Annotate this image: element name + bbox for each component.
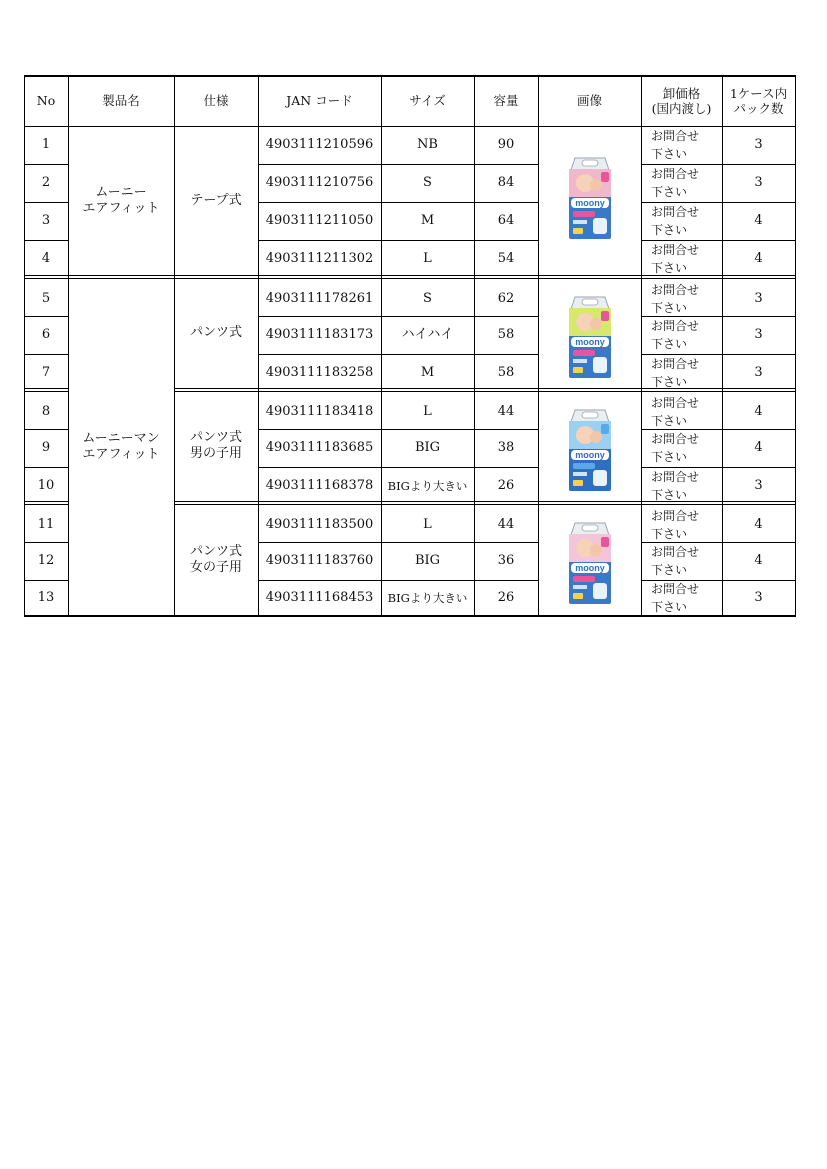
size: S [423, 175, 432, 190]
wholesale-price: お問合せ 下さい [651, 356, 700, 389]
capacity: 58 [497, 327, 515, 342]
jan-code: 4903111211302 [265, 251, 374, 266]
row-no: 2 [41, 175, 51, 190]
pack-count: 4 [754, 403, 763, 419]
jan-code: 4903111168378 [265, 477, 374, 493]
capacity: 38 [497, 440, 515, 455]
capacity: 90 [497, 137, 515, 152]
header-jan: JAN コード [286, 93, 353, 108]
row-no: 6 [41, 327, 51, 342]
size: L [423, 251, 432, 266]
diaper-package-image [565, 521, 615, 609]
jan-code: 4903111183500 [265, 516, 374, 532]
row-no: 3 [41, 213, 51, 228]
pack-count: 4 [754, 553, 763, 568]
pack-count: 3 [754, 477, 763, 493]
size: BIGより大きい [387, 591, 468, 605]
capacity: 58 [497, 364, 515, 380]
svg-text:moony: moony [575, 450, 605, 460]
pack-count: 4 [754, 440, 763, 455]
size: NB [417, 137, 438, 152]
size: S [423, 290, 432, 306]
wholesale-price: お問合せ 下さい [651, 395, 700, 428]
jan-code: 4903111183760 [265, 553, 374, 568]
pack-count: 4 [754, 213, 763, 228]
jan-code: 4903111183258 [265, 364, 374, 380]
spec-pants: パンツ式 [189, 325, 242, 340]
header-product-name: 製品名 [102, 93, 140, 108]
wholesale-price: お問合せ 下さい [651, 319, 700, 351]
svg-text:moony: moony [575, 563, 605, 573]
header-size: サイズ [409, 93, 446, 108]
jan-code: 4903111183173 [265, 327, 374, 342]
diaper-package-image [565, 408, 615, 496]
wholesale-price: お問合せ 下さい [651, 545, 700, 577]
jan-code: 4903111183685 [265, 440, 374, 455]
pack-count: 3 [754, 290, 763, 306]
pack-count: 3 [754, 590, 763, 605]
size: M [420, 213, 435, 228]
capacity: 36 [497, 553, 515, 568]
pack-count: 3 [754, 175, 763, 190]
row-no: 12 [37, 553, 55, 568]
wholesale-price: お問合せ 下さい [651, 243, 700, 275]
size: BIG [414, 440, 441, 455]
capacity: 84 [497, 175, 515, 190]
wholesale-price: お問合せ 下さい [651, 129, 700, 161]
wholesale-price: お問合せ 下さい [651, 469, 700, 502]
product-name-moony: ムーニー エアフィット [82, 184, 160, 216]
product-name-moonyman: ムーニーマン エアフィット [82, 431, 160, 462]
jan-code: 4903111168453 [265, 590, 374, 605]
header-image: 画像 [576, 93, 602, 108]
jan-code: 4903111210596 [265, 137, 374, 152]
size: L [423, 516, 432, 532]
pack-count: 3 [754, 364, 763, 380]
capacity: 44 [497, 403, 515, 419]
header-price: 卸価格 (国内渡し) [651, 85, 712, 116]
wholesale-price: お問合せ 下さい [651, 582, 700, 614]
header-pack: 1ケース内 パック数 [729, 85, 788, 116]
wholesale-price: お問合せ 下さい [651, 508, 700, 541]
wholesale-price: お問合せ 下さい [651, 167, 700, 199]
diaper-package-image [565, 156, 615, 244]
wholesale-price: お問合せ 下さい [651, 432, 700, 464]
row-no: 8 [41, 403, 51, 419]
size: L [423, 403, 432, 419]
wholesale-price: お問合せ 下さい [651, 282, 700, 315]
jan-code: 4903111183418 [265, 403, 374, 419]
svg-text:moony: moony [575, 198, 605, 208]
jan-code: 4903111211050 [265, 213, 374, 228]
row-no: 13 [37, 590, 55, 605]
row-no: 4 [41, 251, 51, 266]
pack-count: 4 [754, 251, 763, 266]
row-no: 10 [37, 477, 55, 493]
row-no: 9 [41, 440, 51, 455]
size: ハイハイ [401, 327, 454, 342]
capacity: 62 [497, 290, 515, 306]
pack-count: 4 [754, 516, 763, 532]
svg-text:moony: moony [575, 337, 605, 347]
header-spec: 仕様 [203, 93, 229, 108]
size: M [420, 364, 435, 380]
product-table [24, 75, 795, 616]
header-no: No [36, 93, 56, 108]
capacity: 26 [497, 477, 515, 493]
row-no: 5 [41, 290, 51, 306]
spec-pants-boys: パンツ式 男の子用 [189, 430, 242, 461]
header-capacity: 容量 [493, 93, 519, 108]
spec-tape: テープ式 [190, 192, 242, 208]
row-no: 1 [41, 137, 51, 152]
capacity: 44 [497, 516, 515, 532]
row-no: 11 [37, 516, 55, 532]
size: BIGより大きい [387, 478, 468, 493]
pack-count: 3 [754, 137, 763, 152]
jan-code: 4903111178261 [265, 290, 374, 306]
wholesale-price: お問合せ 下さい [651, 205, 700, 237]
spec-pants-girls: パンツ式 女の子用 [189, 544, 242, 575]
pack-count: 3 [754, 327, 763, 342]
jan-code: 4903111210756 [265, 175, 374, 190]
diaper-package-image [565, 295, 615, 383]
capacity: 26 [497, 590, 515, 605]
row-no: 7 [41, 364, 51, 380]
capacity: 54 [497, 251, 515, 266]
size: BIG [414, 553, 441, 568]
capacity: 64 [497, 213, 515, 228]
